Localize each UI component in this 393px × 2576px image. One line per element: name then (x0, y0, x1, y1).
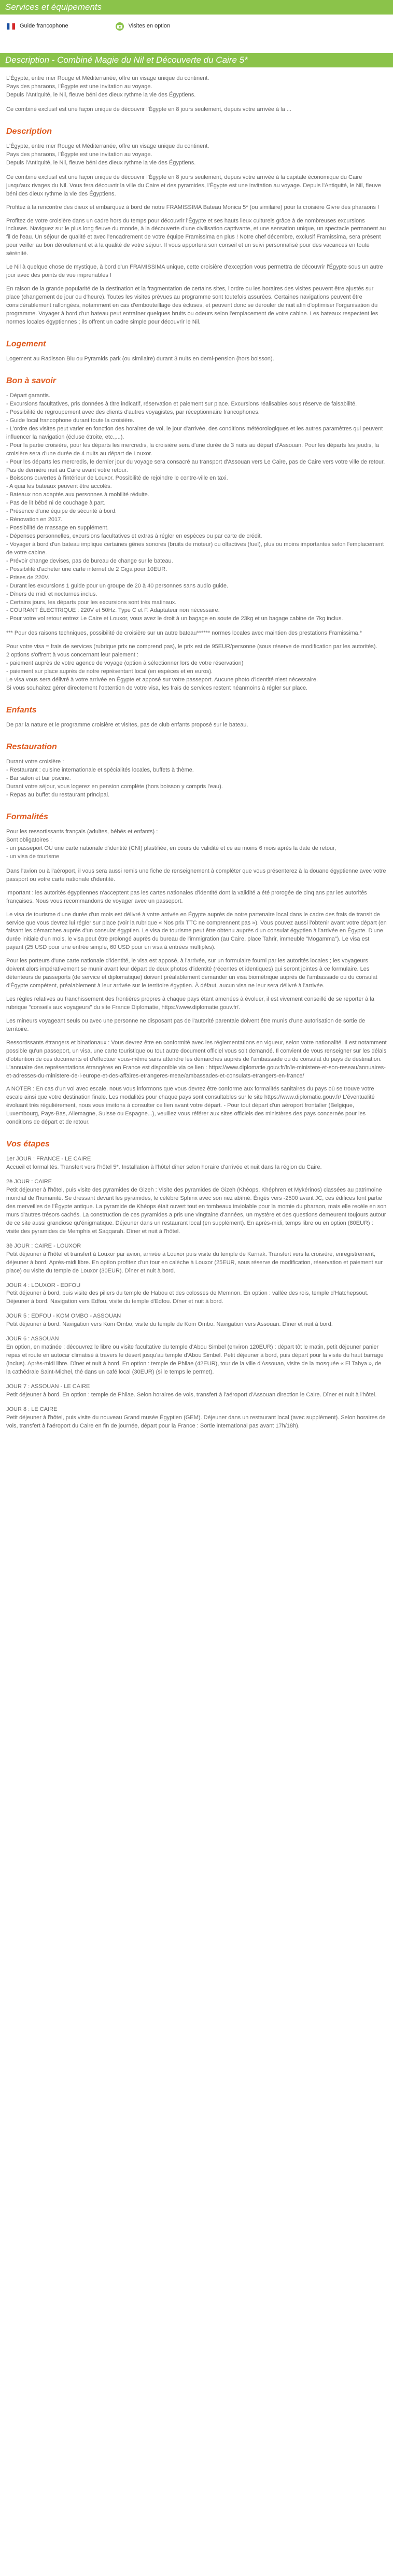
description-lines (6, 143, 387, 167)
restauration-line: - Repas au buffet du restaurant principal. (6, 791, 110, 798)
itinerary-day (6, 1155, 387, 1172)
day-text: Petit déjeuner à l'hôtel, puis visite des pyramides de Gizeh : Visite des pyramides de Gizeh (Khéops, Khéphren et Mykérinos) classées au patrimoine mondial de l'humanité. Se dressant devant les pyramides, le célèbre Sphinx avec son nez abîmé. Érigés vers -2500 avant JC, ces édifices font partie des merveilles de l'Égypte antique. La pyramide de Khéops était ouvert tout en tombeaux inviolable pour la momie du pharaon, mais elle recèle en son murs d'autres trésors cachés. La construction de ces pyramides a pris une vingtaine d'années, un mystère et des questions demeurent toujours autour de ce site aussi grandiose qu'énigmatique. Déjeuner dans un restaurant local (en supplément). En après-midi, temps libre ou en option (80EUR) : visite des pyramides de Memphis et Saqqarah. Dîner et nuit à l'hôtel. (6, 1187, 387, 1235)
bon-a-savoir-item: - A quai les bateaux peuvent être accolés. (6, 483, 112, 490)
description-line: L'Égypte, entre mer Rouge et Méditerranée, offre un visage unique du continent. (6, 143, 209, 149)
intro-block (6, 75, 387, 100)
formalites-heading: Formalités (6, 812, 48, 821)
enfants-text: De par la nature et le programme croisière et visites, pas de club enfants proposé sur le bateau. (6, 722, 248, 729)
formalites-paragraph: Important : les autorités égyptiennes n'acceptent pas les cartes nationales d'identité dont la validité a été prorogée de cinq ans par les autorités françaises. Nous vous recommandons de voyager avec un passeport. (6, 889, 367, 904)
description-paragraph: Le Nil à quelque chose de mystique, à bord d'un FRAMISSIMA unique, cette croisière d'exception vous permettra de découvrir l'Égypte sous un autre jour avec des points de vue imprenables ! (6, 264, 383, 279)
formalites-paragraph: Le visa de tourisme d'une durée d'un mois est délivré à votre arrivée en Égypte auprès de notre partenaire local dans le cadre des frais de transit de service que vous devrez lui régler sur place (voir la rubrique « Nos prix TTC ne comprennent pas »). Vous pouvez aussi l'obtenir avant votre départ (en faisant les démarches auprès d'un consulat égyptien. Le visa de tourisme peut être obtenu auprès d'un consulat égyptien à l'arrivée en Égypte. D'une durée initiale d'un mois, le visa peut être prolongé auprès du bureau de l'immigration (au Caire, place Tahrir, immeuble "Mogamma"). Le visa est payant (25 USD pour une entrée simple, 60 USD pour un visa à entrées multiples). (6, 911, 387, 951)
formalites-line: - un passeport OU une carte nationale d'identité (CNI) plastifiée, en cours de validité et ce au moins 6 mois après la date de retour, (6, 845, 336, 851)
intro-tail: Ce combiné exclusif est une façon unique de découvrir l'Égypte en 8 jours seulement, depuis votre arrivée à la ... (6, 106, 291, 113)
restauration-line: Durant votre croisière : (6, 759, 64, 765)
bon-a-savoir-item: - Présence d'une équipe de sécurité à bord. (6, 508, 117, 515)
bon-a-savoir-item: - Durant les excursions 1 guide pour un groupe de 20 à 40 personnes sans audio guide. (6, 582, 229, 589)
restauration-heading: Restauration (6, 743, 57, 751)
itinerary-day (6, 1406, 387, 1431)
visa-line: 2 options s'offrent à vous concernant leur paiement : (6, 652, 139, 659)
logement-heading: Logement (6, 339, 46, 348)
formalites-line: Sont obligatoires : (6, 837, 52, 843)
day-text: En option, en matinée : découvrez le libre ou visite facultative du temple d'Abou Simbel (environ 120EUR) : départ tôt le matin, petit déjeuner panier repas et route en autocar climatisé à travers le désert jusqu'au temple d'Abou Simbel. Petit déjeuner à bord, puis départ pour la visite du haut barrage (inclus). Après-midi libre. Dîner et nuit à bord. En option : temple de Philae (42EUR), tour de la ville d'Assouan, visite de la mosquée « El Tabya », de la cathédrale Saint-Michel, thé dans un café local (30EUR) (si le temps le permet). (6, 1344, 384, 1375)
day-title: JOUR 6 : ASSOUAN (6, 1336, 59, 1342)
bon-a-savoir-item: - Possibilité de regroupement avec des clients d'autres voyagistes, par réceptionnaire francophones. (6, 409, 260, 415)
visa-line: Si vous souhaitez gérer directement l'obtention de votre visa, les frais de services restent néanmoins à régler sur place. (6, 684, 308, 691)
description-line: Depuis l'Antiquité, le Nil, fleuve béni des dieux rythme la vie des Égyptiens. (6, 159, 196, 166)
bon-a-savoir-heading: Bon à savoir (6, 376, 57, 385)
bon-a-savoir-item: - Possibilité d'acheter une carte internet de 2 Giga pour 10EUR. (6, 566, 167, 572)
bon-a-savoir-item: - Départ garantis. (6, 393, 50, 399)
visa-line: - paiement sur place auprès de notre représentant local (en espèces et en euros). (6, 668, 213, 675)
day-title: JOUR 5 : EDFOU - KOM OMBO - ASSOUAN (6, 1313, 121, 1320)
day-title: 3è JOUR : CAIRE - LOUXOR (6, 1242, 81, 1249)
service-guide (6, 22, 68, 31)
bon-a-savoir-item: - Certains jours, les départs pour les excursions sont très matinaux. (6, 599, 177, 606)
description-paragraph: Ce combiné exclusif est une façon unique de découvrir l'Égypte en 8 jours seulement, depuis votre arrivée à la capitale économique du Caire jusqu'aux rivages du Nil. Vous fera découvrir la ville du Caire et des pyramides, l'Égypte est une invitation au voyage. Depuis l'Antiquité, le Nil, fleuve béni des dieux rythme la vie des Égyptiens. (6, 174, 381, 197)
description-banner: Description - Combiné Magie du Nil et Découverte du Caire 5* (0, 53, 393, 67)
bon-a-savoir-item: - Dépenses personnelles, excursions facultatives et extras à régler en espèces ou par carte de crédit. (6, 533, 262, 539)
bon-a-savoir-item: - Boissons ouvertes à l'intérieur de Louxor. Possibilité de rejoindre le centre-ville en taxi. (6, 475, 228, 482)
day-text: Accueil et formalités. Transfert vers l'hôtel 5*. Installation à l'hôtel dîner selon horaire d'arrivée et nuit dans la région du Caire. (6, 1164, 322, 1171)
bon-a-savoir-item: - Prises de 220V. (6, 574, 50, 581)
bon-a-savoir-item: - Pas de lit bébé ni de couchage à part. (6, 500, 106, 507)
restauration-list (6, 758, 387, 800)
day-text: Petit déjeuner à bord, puis visite des piliers du temple de Habou et des colosses de Memnon. En option : vallée des rois, temple d'Hatchepsout. Déjeuner à bord. Navigation vers Edfou, visite du temple d'Edfou. Dîner et nuit à bord. (6, 1290, 369, 1305)
description-paragraph: En raison de la grande popularité de la destination et la fragmentation de certains sites, l'ordre ou les horaires des visites peuvent être ajustés sur place (changement de jour ou d'heure). Toutes les visites prévues au programme sont toutefois assurées. Certaines navigations peuvent être considérablement rallongées, notamment en cas d'embouteillage des écluses, et peuvent donc se dérouler de nuit afin d'optimiser l'organisation du programme. Voyager à bord d'un bateau peut entraîner quelques bruits ou odeurs selon l'emplacement de votre cabine. Les bateaux respectent les normes locales égyptiennes ; ils offrent un cadre simple pour découvrir le Nil. (6, 286, 378, 325)
bon-a-savoir-item: - Pour la partie croisière, pour les départs les mercredis, la croisière sera d'une durée de 3 nuits au départ d'Assouan. Pour les départs les jeudis, la croisière sera d'une durée de 4 nuits au départ de Louxor. (6, 442, 379, 457)
description-paragraph: Profitez de votre croisière dans un cadre hors du temps pour découvrir l'Égypte et ses hauts lieux culturels grâce à de nombreuses excursions incluses. Naviguez sur le plus long fleuve du monde, à la découverte d'une civilisation captivante, et une sensation unique, un spectacle permanent au fil de l'eau. Un séjour de qualité et avec l'encadrement de votre équipe Framissima en plus ! Notre chef décembre, exclusif Framissima, sera présent pour veiller au bon déroulement et à la qualité de votre séjour. Il vous apportera son conseil et un suivi personnalisé pour des vacances en toute sérénité. (6, 217, 386, 257)
day-title: JOUR 8 : LE CAIRE (6, 1406, 58, 1412)
bon-a-savoir-list (6, 392, 387, 623)
services-banner: Services et équipements (0, 0, 393, 15)
bon-a-savoir-item: - Rénovation en 2017. (6, 516, 63, 523)
bon-a-savoir-note: *** Pour des raisons techniques, possibilité de croisière sur un autre bateau****** normes locales avec maintien des prestations Framissima.* (6, 630, 362, 637)
day-text: Petit déjeuner à l'hôtel et transfert à Louxor par avion, arrivée à Louxor puis visite du temple de Karnak. Transfert vers la croisière, enregistrement, déjeuner à bord. Après-midi libre. En option profitez d'un tour en calèche à Louxor (25EUR, sous réserve de modification, réservation et paiement sur place) ou visite du temple de Louxor (30EUR). Dîner et nuit à bord. (6, 1251, 383, 1274)
bon-a-savoir-item: - Guide local francophone durant toute la croisière. (6, 417, 135, 424)
service-visites-label: Visites en option (128, 23, 171, 30)
formalites-paragraph: A NOTER : En cas d'un vol avec escale, nous vous informons que vous devrez être conforme aux formalités sanitaires du pays où se trouve votre escale ainsi que votre destination finale. Les modalités pour chaque pays sont consultables sur le site https://www.diplomatie.gouv.fr/ L'éventualité évoluant très régulièrement, nous vous invitons à consulter ce lien avant votre départ. - Pour tout départ d'un aéroport frontalier (Belgique, Luxembourg, Pays-Bas, Allemagne, Suisse ou Espagne...), veuillez vous référer aux sites officiels des ministères des pays concernés pour les conditions de départ et de retour. (6, 1086, 375, 1126)
bon-a-savoir-item: - Possibilité de massage en supplément. (6, 525, 109, 531)
services-list (0, 15, 393, 37)
description-heading: Description (6, 127, 52, 136)
visa-line: Le visa vous sera délivré à votre arrivée en Égypte et apposé sur votre passeport. Aucune photo d'identité n'est nécessaire. (6, 677, 318, 683)
formalites-line: - un visa de tourisme (6, 853, 60, 860)
itinerary-day (6, 1383, 387, 1399)
restauration-line: - Restaurant : cuisine internationale et spécialités locales, buffets à thème. (6, 767, 194, 774)
description-line: Pays des pharaons, l'Égypte est une invitation au voyage. (6, 151, 152, 158)
bon-a-savoir-item: - L'ordre des visites peut varier en fonction des horaires de vol, le jour d'arrivée, des conditions météorologiques et les autres paramètres qui peuvent influencer la navigation (écluse étroite, etc.,...). (6, 425, 383, 440)
itinerary-day (6, 1242, 387, 1276)
restauration-line: - Bar salon et bar piscine. (6, 775, 71, 782)
formalites-line: Pour les ressortissants français (adultes, bébés et enfants) : (6, 829, 158, 835)
day-title: JOUR 7 : ASSOUAN - LE CAIRE (6, 1383, 90, 1390)
formalites-paragraph: Les règles relatives au franchissement des frontières propres à chaque pays étant amenées à évoluer, il est vivement conseillé de se reporter à la rubrique "conseils aux voyageurs" du site France Diplomatie, https://www.diplomatie.gouv.fr/. (6, 996, 374, 1011)
intro-line: Pays des pharaons, l'Égypte est une invitation au voyage. (6, 83, 152, 90)
bon-a-savoir-item: - Excursions facultatives, pris données à titre indicatif, réservation et paiement sur place. Excursions réalisables sous réserve de faisabilité. (6, 401, 357, 407)
bon-a-savoir-item: - Bateaux non adaptés aux personnes à mobilité réduite. (6, 492, 149, 498)
intro-line: L'Égypte, entre mer Rouge et Méditerranée, offre un visage unique du continent. (6, 75, 209, 81)
bon-a-savoir-item: - Dîners de midi et nocturnes inclus. (6, 591, 97, 597)
camera-icon (115, 22, 124, 31)
bon-a-savoir-item: - COURANT ÉLECTRIQUE : 220V et 50Hz. Type C et F. Adaptateur non nécessaire. (6, 607, 220, 614)
itinerary-day (6, 1282, 387, 1307)
bon-a-savoir-item: - Pour les départs les mercredis, le dernier jour du voyage sera consacré au transport d'Assouan vers Le Caire, pas de Caire vers votre ville de retour. Pas de dernière nuit au Caire avant votre retour. (6, 458, 385, 473)
enfants-heading: Enfants (6, 705, 37, 715)
bon-a-savoir-item: - Pour votre vol retour entrez Le Caire et Louxor, vous avez le droit à un bagage en soute de 23kg et un bagage cabine de 7kg inclus. (6, 615, 343, 622)
service-guide-label: Guide francophone (20, 23, 68, 30)
service-visites (115, 22, 171, 31)
formalites-list (6, 828, 387, 861)
day-text: Petit déjeuner à l'hôtel, puis visite du nouveau Grand musée Égyptien (GEM). Déjeuner dans un restaurant local (avec supplément). Selon horaires de vols, transfert à l'aéroport du Caire en fin de journée, départ pour la France : Sortie international pas avant 17h/18h). (6, 1414, 386, 1429)
day-text: Petit déjeuner à bord. Navigation vers Kom Ombo, visite du temple de Kom Ombo. Navigation vers Assouan. Dîner et nuit à bord. (6, 1321, 333, 1328)
itinerary-day (6, 1335, 387, 1377)
formalites-paragraph: Les mineurs voyageant seuls ou avec une personne ne disposant pas de l'autorité parentale doivent être munis d'une autorisation de sortie de territoire. (6, 1017, 366, 1032)
description-paragraph: Profitez à la rencontre des dieux et embarquez à bord de notre FRAMISSIMA Bateau Monica 5* (ou similaire) pour la croisière Givre des pharaons ! (6, 204, 380, 211)
bon-a-savoir-item: - Prévoir change devises, pas de bureau de change sur le bateau. (6, 557, 173, 564)
logement-text: Logement au Radisson Blu ou Pyramids park (ou similaire) durant 3 nuits en demi-pension (hors boisson). (6, 355, 274, 362)
etapes-heading: Vos étapes (6, 1140, 50, 1149)
day-title: 2è JOUR : CAIRE (6, 1179, 52, 1185)
intro-line: Depuis l'Antiquité, le Nil, fleuve béni des dieux rythme la vie des Égyptiens. (6, 91, 196, 98)
visa-line: - paiement auprès de votre agence de voyage (option à sélectionner lors de votre réservation) (6, 660, 244, 667)
day-title: JOUR 4 : LOUXOR - EDFOU (6, 1282, 81, 1289)
itinerary-day (6, 1312, 387, 1329)
formalites-paragraph: Pour les porteurs d'une carte nationale d'identité, le visa est apposé, à l'arrivée, sur un formulaire fourni par les autorités locales ; les voyageurs doivent alors impérativement se munir avant leur départ de deux photos d'identité (récentes et identiques) qui seront jointes à ce formulaire. Les détenteurs de passeports (de service et diplomatique) doivent préalablement demander un visa biométrique auprès de l'ambassade ou du consulat d'Égypte compétent, préalablement à leur arrivée sur le territoire égyptien. À défaut, aucun visa ne leur sera délivré à l'arrivée. (6, 958, 377, 989)
day-title: 1er JOUR : FRANCE - LE CAIRE (6, 1156, 91, 1163)
restauration-line: Durant votre séjour, vous logerez en pension complète (hors boisson y compris l'eau). (6, 783, 223, 790)
formalites-paragraph: Ressortissants étrangers et binationaux : Vous devrez être en conformité avec les réglementations en vigueur, selon votre nationalité. Il est notamment possible qu'un passeport, un visa, une carte touristique ou tout autre document officiel vous soit demandé. Il convient de vous renseigner sur les délais d'obtention de ces documents et d'effectuer vous-même sans attendre les démarches auprès de l'ambassade ou du consulat du pays de destination. L'annuaire des représentations étrangères en France est disponible via ce lien : https://www.diplomatie.gouv.fr/fr/le-ministere-et-son-reseau/annuaires-et-adresses-du-ministere-de-l-europe-et-des-affaires-etrangeres-meae/ambassades-et-consulats-etrangers-en-france/ (6, 1039, 387, 1079)
formalites-paragraph: Dans l'avion ou à l'aéroport, il vous sera aussi remis une fiche de renseignement à compléter que vous présenterez à la douane égyptienne avec votre passport ou votre carte nationale d'identité. (6, 867, 386, 883)
guide-icon (6, 22, 16, 31)
bon-a-savoir-item: - Voyager à bord d'un bateau implique certaines gênes sonores (bruits de moteur) ou olfactives (fuel), plus ou moins importantes selon l'emplacement de votre cabine. (6, 541, 384, 556)
main-content (0, 67, 393, 1431)
itinerary (6, 1155, 387, 1430)
visa-line: Pour votre visa = frais de services (rubrique prix ne comprend pas), le prix est de 95EUR/personne (sous réserve de modification par les autorités). (6, 643, 377, 650)
day-text: Petit déjeuner à bord. En option : temple de Philae. Selon horaires de vols, transfert à l'aéroport d'Assouan direction le Caire. Dîner et nuit à l'hôtel. (6, 1391, 377, 1398)
itinerary-day (6, 1178, 387, 1236)
visa-block (6, 643, 387, 693)
